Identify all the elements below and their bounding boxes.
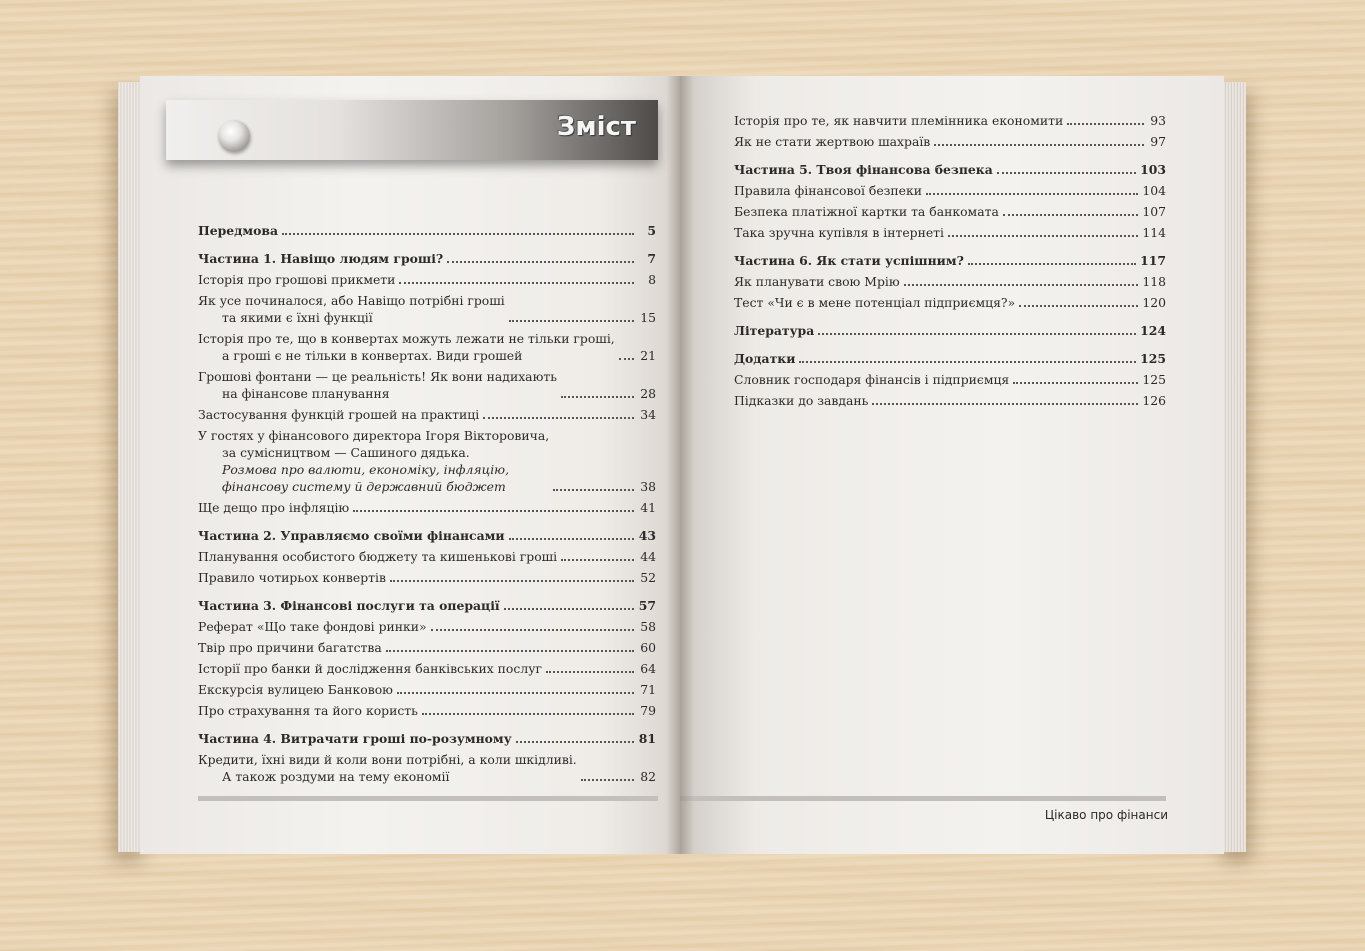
toc-page-number: 104 [1142,183,1166,198]
toc-entry-title [734,161,993,178]
toc-entry-line: Грошові фонтани — це реальність! Як вони надихають [198,369,557,384]
toc-right [734,112,1166,413]
toc-entry [198,751,656,785]
toc-entry-title [198,368,557,402]
toc-entry-line: Частина 6. Як стати успішним? [734,253,964,268]
toc-entry [198,427,656,495]
toc-entry-line: Така зручна купівля в інтернеті [734,225,944,240]
toc-entry [198,597,656,614]
toc-entry-title [734,371,1009,388]
toc-entry [734,161,1166,178]
toc-entry-line: Частина 5. Твоя фінансова безпека [734,162,993,177]
toc-page-number: 21 [640,348,656,363]
toc-entry-line: Додатки [734,351,796,366]
toc-entry-title [198,548,557,565]
toc-entry [734,371,1166,388]
dot-leader [397,692,634,694]
toc-entry [734,350,1166,367]
dot-leader [619,358,634,360]
toc-page-number: 60 [640,640,656,655]
toc-entry [198,222,656,239]
toc-entry [198,271,656,288]
dot-leader [997,172,1136,174]
dot-leader [561,396,634,398]
toc-page-number: 82 [640,769,656,784]
dot-leader [509,320,634,322]
dot-leader [422,713,634,715]
toc-entry-line: Безпека платіжної картки та банкомата [734,204,999,219]
toc-entry-title [734,133,930,150]
dot-leader [799,361,1136,363]
toc-page-number: 15 [640,310,656,325]
toc-entry [198,618,656,635]
toc-entry [734,294,1166,311]
toc-page-number: 57 [638,598,656,613]
toc-entry-line: Твір про причини багатства [198,640,382,655]
toc-entry-title [198,618,427,635]
toc-entry [198,639,656,656]
toc-entry [198,730,656,747]
toc-page-number: 7 [647,251,656,266]
toc-entry-line: Історія про те, як навчити племінника економити [734,113,1064,128]
dot-leader [386,650,634,652]
toc-page-number: 43 [638,528,656,543]
dot-leader [282,233,634,235]
toc-entry-line: Екскурсія вулицею Банковою [198,682,393,697]
toc-entry-line: Про страхування та його користь [198,703,418,718]
toc-entry [198,499,656,516]
toc-entry-title [198,222,278,239]
toc-entry-line: Тест «Чи є в мене потенціал підприємця?» [734,295,1016,310]
toc-entry [734,112,1166,129]
toc-page-number: 93 [1150,113,1166,128]
page-title: Зміст [556,112,636,142]
toc-entry [198,292,656,326]
toc-entry [734,322,1166,339]
toc-entry-title [198,527,505,544]
toc-entry-title [198,427,549,495]
toc-entry-line: Частина 2. Управляємо своїми фінансами [198,528,505,543]
open-book [118,76,1246,856]
toc-entry [734,252,1166,269]
toc-entry [734,392,1166,409]
dot-leader [1013,382,1138,384]
dot-leader [1003,214,1139,216]
toc-entry-line: Кредити, їхні види й коли вони потрібні, а коли шкідливі. [198,752,577,767]
toc-page-number: 79 [640,703,656,718]
toc-entry-line: Література [734,323,815,338]
contents-banner [166,100,658,160]
dot-leader [948,235,1138,237]
dot-leader [934,144,1144,146]
right-page [680,76,1224,854]
toc-entry-title [734,203,999,220]
toc-entry-title [198,330,615,364]
toc-entry-title [734,294,1015,311]
dot-leader [390,580,634,582]
toc-page-number: 125 [1140,351,1166,366]
toc-page-number: 28 [640,386,656,401]
book-gutter [666,76,694,854]
toc-entry-line: Планування особистого бюджету та кишенькові гроші [198,549,558,564]
toc-entry-title [198,597,500,614]
toc-page-number: 41 [640,500,656,515]
dot-leader [447,261,634,263]
toc-entry-line: Реферат «Що таке фондові ринки» [198,619,427,634]
toc-entry [198,569,656,586]
toc-entry-line: Передмова [198,223,279,238]
toc-page-number: 107 [1142,204,1166,219]
toc-entry-line: на фінансове планування [222,386,390,401]
toc-entry-title [734,182,922,199]
toc-entry [198,368,656,402]
toc-entry [734,182,1166,199]
dot-leader [509,538,634,540]
bottom-rule-right [680,796,1166,801]
left-page [140,76,680,854]
toc-entry-title [198,569,386,586]
toc-page-number: 5 [647,223,656,238]
dot-leader [904,284,1139,286]
dot-leader [872,403,1138,405]
toc-page-number: 38 [640,479,656,494]
dot-leader [553,489,634,491]
toc-entry-line: Як усе починалося, або Навіщо потрібні гроші [198,293,505,308]
toc-page-number: 58 [640,619,656,634]
toc-left [198,222,656,789]
toc-entry-title [734,112,1063,129]
toc-entry [198,681,656,698]
toc-entry-line: Історія про те, що в конвертах можуть лежати не тільки гроші, [198,331,615,346]
dot-leader [968,263,1136,265]
toc-page-number: 117 [1140,253,1166,268]
toc-entry-title [198,681,393,698]
toc-entry [734,273,1166,290]
toc-entry [198,250,656,267]
toc-page-number: 97 [1150,134,1166,149]
toc-page-number: 103 [1140,162,1166,177]
toc-entry-line: Як не стати жертвою шахраїв [734,134,931,149]
toc-entry [198,702,656,719]
toc-entry-line: Правило чотирьох конвертів [198,570,386,585]
toc-page-number: 81 [638,731,656,746]
running-footer: Цікаво про фінанси [1044,808,1168,822]
toc-entry-title [734,350,795,367]
toc-page-number: 44 [640,549,656,564]
sphere-icon [218,120,250,152]
toc-entry-title [198,660,542,677]
toc-entry [198,548,656,565]
dot-leader [1067,123,1144,125]
toc-entry [734,133,1166,150]
toc-entry-line: Розмова про валюти, економіку, інфляцію, [222,462,510,477]
toc-entry-title [734,224,944,241]
toc-page-number: 8 [648,272,656,287]
toc-entry-line: та якими є їхні функції [222,310,373,325]
dot-leader [546,671,634,673]
toc-entry-title [198,702,418,719]
toc-entry-line: Правила фінансової безпеки [734,183,923,198]
toc-entry-title [198,250,443,267]
dot-leader [504,608,634,610]
toc-entry-title [198,639,382,656]
toc-entry-title [734,273,900,290]
toc-entry-title [734,322,814,339]
dot-leader [1019,305,1138,307]
toc-entry-title [198,271,395,288]
toc-page-number: 114 [1142,225,1166,240]
toc-page-number: 52 [640,570,656,585]
toc-entry-title [198,730,512,747]
toc-entry-line: Історії про банки й дослідження банківських послуг [198,661,542,676]
toc-entry-line: фінансову систему й державний бюджет [222,479,506,494]
dot-leader [353,510,634,512]
toc-page-number: 126 [1142,393,1166,408]
dot-leader [926,193,1138,195]
toc-entry-line: Застосування функцій грошей на практиці [198,407,480,422]
dot-leader [818,333,1136,335]
toc-page-number: 71 [640,682,656,697]
toc-entry [198,406,656,423]
toc-entry-line: Як планувати свою Мрію [734,274,900,289]
dot-leader [516,741,634,743]
toc-page-number: 125 [1142,372,1166,387]
toc-entry-line: А також роздуми на тему економії [222,769,450,784]
toc-entry-title [198,406,479,423]
toc-entry-title [198,751,577,785]
toc-entry [734,203,1166,220]
toc-entry-title [734,252,964,269]
toc-entry-line: Ще дещо про інфляцію [198,500,350,515]
toc-entry-line: Історія про грошові прикмети [198,272,396,287]
toc-entry-line: У гостях у фінансового директора Ігоря Вікторовича, [198,428,550,443]
toc-entry-line: Частина 1. Навіщо людям гроші? [198,251,444,266]
toc-entry-line: Словник господаря фінансів і підприємця [734,372,1010,387]
toc-entry [198,330,656,364]
toc-page-number: 118 [1142,274,1166,289]
toc-entry-title [198,292,505,326]
toc-entry-title [734,392,868,409]
dot-leader [399,282,634,284]
toc-page-number: 124 [1140,323,1166,338]
toc-entry-line: а гроші є не тільки в конвертах. Види грошей [222,348,523,363]
toc-entry-line: Частина 4. Витрачати гроші по-розумному [198,731,512,746]
toc-page-number: 64 [640,661,656,676]
toc-entry-line: Частина 3. Фінансові послуги та операції [198,598,500,613]
dot-leader [483,417,634,419]
toc-page-number: 120 [1142,295,1166,310]
toc-entry [198,527,656,544]
dot-leader [561,559,634,561]
bottom-rule-left [198,796,658,801]
toc-entry-title [198,499,349,516]
toc-entry [198,660,656,677]
dot-leader [581,779,634,781]
toc-entry-line: Підказки до завдань [734,393,869,408]
toc-entry-line: за сумісництвом — Сашиного дядька. [222,445,470,460]
toc-page-number: 34 [640,407,656,422]
toc-entry [734,224,1166,241]
dot-leader [431,629,634,631]
